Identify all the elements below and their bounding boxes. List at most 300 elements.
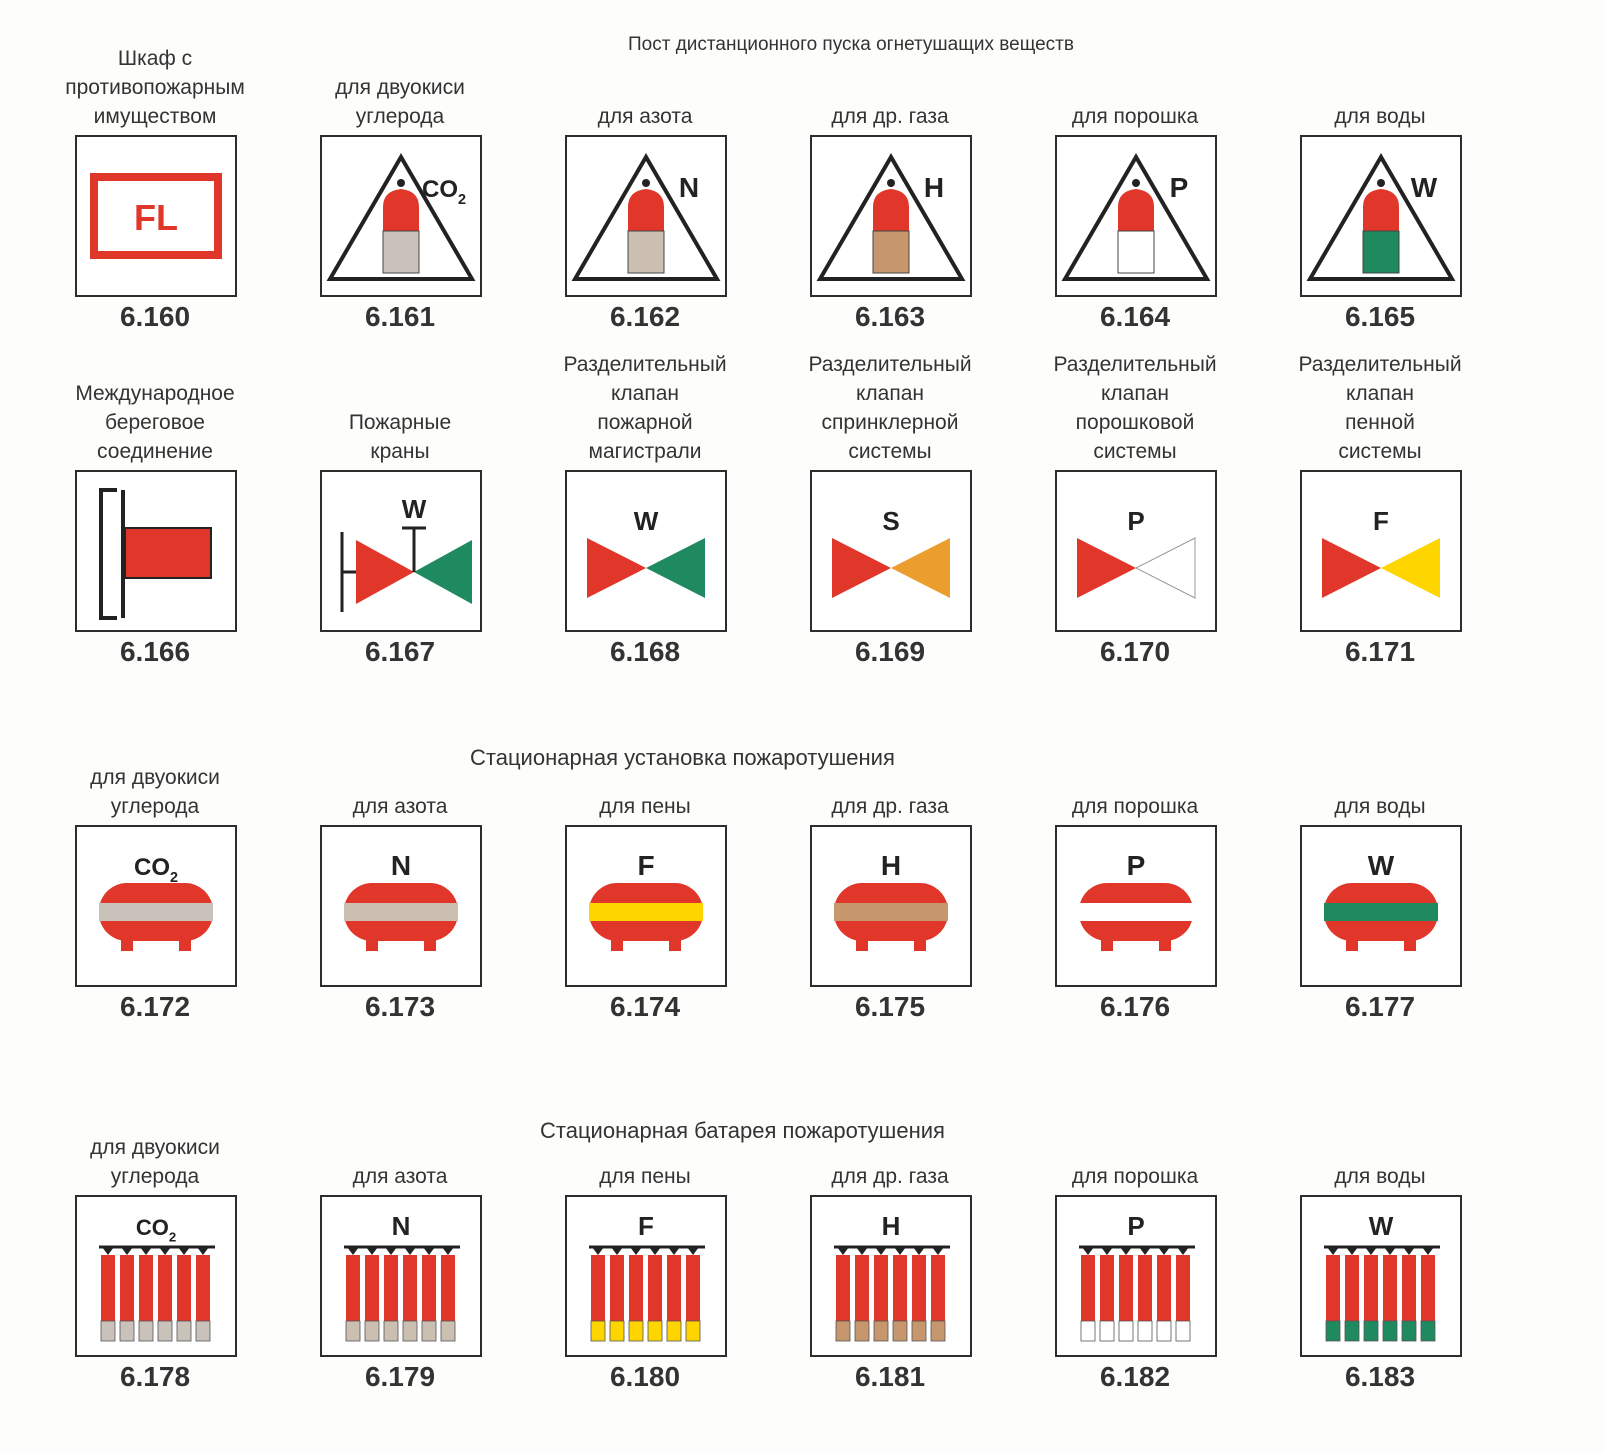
battery-nozzle [366, 1247, 378, 1255]
battery-cylinder [610, 1255, 624, 1321]
sign-item [275, 360, 525, 667]
battery-cylinder [441, 1255, 455, 1321]
sign-caption-line: береговое [105, 411, 205, 434]
sign-graphic [77, 137, 235, 295]
sign-caption-line: системы [1093, 440, 1177, 463]
battery-cylinder-band [1157, 1321, 1171, 1341]
sign-code: 6.177 [1344, 991, 1416, 1022]
battery-cylinder [1345, 1255, 1359, 1321]
valve-left-half [832, 538, 891, 598]
cylinder-top [383, 189, 419, 231]
sign-item [1255, 40, 1505, 340]
battery-nozzle [1403, 1247, 1415, 1255]
battery-cylinder [346, 1255, 360, 1321]
battery-cylinder-band [893, 1321, 907, 1341]
valve-right-half [1136, 538, 1195, 598]
sign-item [30, 766, 280, 1080]
battery-cylinder-band [912, 1321, 926, 1341]
battery-cylinder-band [836, 1321, 850, 1341]
battery-cylinder [1326, 1255, 1340, 1321]
sign-caption [520, 1162, 770, 1191]
sign-graphic [567, 137, 725, 295]
battery-cylinder-band [365, 1321, 379, 1341]
tank-leg-right [424, 939, 436, 951]
sign-code: 6.180 [609, 1361, 681, 1392]
sign-caption-line: для воды [1334, 1165, 1426, 1188]
battery-cylinder [591, 1255, 605, 1321]
sign-caption-line: для пены [599, 1165, 691, 1188]
valve-left-half [1077, 538, 1136, 598]
sign-letter: H [881, 1211, 901, 1241]
battery-cylinder [177, 1255, 191, 1321]
sign-caption-line: клапан [855, 382, 924, 405]
sign-graphic [567, 472, 725, 630]
cylinder-valve [1132, 179, 1140, 187]
signs-row-2 [0, 353, 1605, 667]
sign-caption-line: соединение [97, 440, 213, 463]
sign-graphic [322, 1197, 480, 1355]
battery-cylinder [365, 1255, 379, 1321]
sign-caption-line: клапан [1345, 382, 1414, 405]
sign-code: 6.172 [119, 991, 191, 1022]
sign-caption-line: Разделительный [563, 353, 727, 376]
battery-nozzle [913, 1247, 925, 1255]
sign-letter: $CO_2$ [421, 176, 467, 209]
sign-caption-line: магистрали [588, 440, 702, 463]
cabinet-label: FL [134, 197, 178, 238]
battery-nozzle [423, 1247, 435, 1255]
battery-nozzle [121, 1247, 133, 1255]
sign-caption-line: для двуокиси [335, 76, 465, 99]
tank-band [1079, 903, 1193, 921]
sign-letter: F [638, 1211, 654, 1241]
sign-pictogram [810, 825, 972, 987]
sign-item [520, 780, 770, 1080]
sign-caption-line: для двуокиси [90, 1136, 220, 1159]
sign-letter: $CO_2$ [135, 1215, 177, 1245]
sign-caption [275, 73, 525, 131]
cylinder-band [383, 231, 419, 273]
sign-graphic [567, 827, 725, 985]
battery-cylinder-band [610, 1321, 624, 1341]
sign-graphic [77, 827, 235, 985]
signs-row-4 [0, 1136, 1605, 1450]
sign-item [765, 1150, 1015, 1450]
sign-graphic [1057, 137, 1215, 295]
battery-cylinder-band [1402, 1321, 1416, 1341]
sign-graphic [1057, 472, 1215, 630]
battery-cylinder [1081, 1255, 1095, 1321]
cylinder-band [873, 231, 909, 273]
signs-row-3 [0, 766, 1605, 1080]
sign-letter: W [401, 494, 427, 524]
sign-item [1010, 780, 1260, 1080]
sign-caption [765, 102, 1015, 131]
sign-graphic [1302, 827, 1460, 985]
sign-graphic [1302, 137, 1460, 295]
battery-nozzle [159, 1247, 171, 1255]
battery-cylinder [139, 1255, 153, 1321]
sign-caption [1010, 350, 1260, 466]
sign-graphic [812, 1197, 970, 1355]
battery-nozzle [1384, 1247, 1396, 1255]
battery-cylinder-band [629, 1321, 643, 1341]
sign-pictogram [565, 1195, 727, 1357]
tank-leg-left [1101, 939, 1113, 951]
battery-cylinder [196, 1255, 210, 1321]
cylinder-band [1118, 231, 1154, 273]
sign-item [1255, 780, 1505, 1080]
cylinder-band [628, 231, 664, 273]
sign-pictogram [1055, 470, 1217, 632]
sign-graphic [812, 827, 970, 985]
battery-cylinder [101, 1255, 115, 1321]
sign-letter: W [1368, 1211, 1394, 1241]
sign-graphic [1302, 1197, 1460, 1355]
sign-graphic [1302, 472, 1460, 630]
battery-nozzle [837, 1247, 849, 1255]
battery-nozzle [875, 1247, 887, 1255]
cylinder-top [1118, 189, 1154, 231]
battery-nozzle [894, 1247, 906, 1255]
sign-caption-line: спринклерной [821, 411, 959, 434]
tank-leg-right [669, 939, 681, 951]
sign-pictogram [565, 135, 727, 297]
sign-graphic [322, 472, 480, 630]
tank-band [99, 903, 213, 921]
sign-caption [765, 350, 1015, 466]
battery-cylinder-band [1421, 1321, 1435, 1341]
battery-nozzle [649, 1247, 661, 1255]
cylinder-top [873, 189, 909, 231]
sign-caption-line: для др. газа [831, 105, 949, 128]
sign-caption-line: Пожарные [348, 411, 452, 434]
battery-nozzle [178, 1247, 190, 1255]
sign-code: 6.173 [364, 991, 436, 1022]
sign-pictogram [1300, 825, 1462, 987]
sign-pictogram [320, 470, 482, 632]
sign-letter: H [923, 172, 945, 203]
sign-item [30, 40, 280, 340]
sign-pictogram [75, 825, 237, 987]
sign-caption-line: Международное [75, 382, 235, 405]
sign-item [765, 780, 1015, 1080]
sign-caption [520, 350, 770, 466]
battery-cylinder [158, 1255, 172, 1321]
battery-cylinder-band [1345, 1321, 1359, 1341]
sign-caption-line: Разделительный [1298, 353, 1462, 376]
sign-caption-line: для порошка [1071, 795, 1199, 818]
sign-code: 6.179 [364, 1361, 436, 1392]
sign-letter: N [678, 172, 700, 203]
sign-graphic [812, 137, 970, 295]
battery-nozzle [592, 1247, 604, 1255]
sign-graphic [1057, 1197, 1215, 1355]
battery-nozzle [1158, 1247, 1170, 1255]
sign-code: 6.164 [1099, 301, 1171, 332]
shore-bracket [101, 490, 117, 618]
sign-graphic [1057, 827, 1215, 985]
battery-cylinder-band [686, 1321, 700, 1341]
sign-letter: W [1367, 850, 1395, 881]
sign-code: 6.160 [119, 301, 191, 332]
sign-letter: H [880, 850, 902, 881]
battery-cylinder-band [855, 1321, 869, 1341]
cylinder-valve [397, 179, 405, 187]
sign-caption [1255, 792, 1505, 821]
sign-pictogram [75, 1195, 237, 1357]
sign-caption-line: для др. газа [831, 1165, 949, 1188]
valve-left-half [356, 540, 414, 604]
sign-code: 6.183 [1344, 1361, 1416, 1392]
battery-cylinder [1402, 1255, 1416, 1321]
sign-graphic [567, 1197, 725, 1355]
sign-code: 6.176 [1099, 991, 1171, 1022]
sign-pictogram [810, 135, 972, 297]
sign-code: 6.182 [1099, 1361, 1171, 1392]
sign-item [30, 360, 280, 667]
sign-letter: P [1127, 1211, 1145, 1241]
tank-leg-right [1159, 939, 1171, 951]
battery-nozzle [140, 1247, 152, 1255]
battery-nozzle [1327, 1247, 1339, 1255]
sign-code: 6.162 [609, 301, 681, 332]
sign-code: 6.165 [1344, 301, 1416, 332]
sign-code: 6.166 [119, 636, 191, 667]
tank-band [834, 903, 948, 921]
sign-caption [765, 1162, 1015, 1191]
heading-fixed-battery: Стационарная батарея пожаротушения [540, 1118, 945, 1143]
tank-band [344, 903, 458, 921]
sign-item [520, 40, 770, 340]
sign-pictogram [810, 470, 972, 632]
sign-pictogram [1055, 135, 1217, 297]
sign-caption-line: клапан [1100, 382, 1169, 405]
sign-code: 6.167 [364, 636, 436, 667]
tank-leg-left [121, 939, 133, 951]
battery-cylinder-band [1119, 1321, 1133, 1341]
sign-pictogram [320, 1195, 482, 1357]
sign-pictogram [1300, 470, 1462, 632]
sign-caption-line: для порошка [1071, 105, 1199, 128]
sign-letter: $CO_2$ [133, 854, 179, 887]
battery-cylinder [1383, 1255, 1397, 1321]
sign-pictogram [565, 825, 727, 987]
sign-caption-line: для азота [597, 105, 693, 128]
battery-cylinder-band [101, 1321, 115, 1341]
sign-caption [1255, 350, 1505, 466]
sign-caption-line: углерода [355, 105, 445, 128]
sign-letter: F [1373, 506, 1389, 536]
sign-pictogram [75, 470, 237, 632]
sign-caption [1010, 792, 1260, 821]
battery-cylinder [1100, 1255, 1114, 1321]
battery-cylinder-band [177, 1321, 191, 1341]
battery-cylinder [912, 1255, 926, 1321]
cylinder-valve [887, 179, 895, 187]
sign-letter: P [1126, 850, 1146, 881]
sign-item [1010, 353, 1260, 667]
battery-cylinder-band [403, 1321, 417, 1341]
battery-cylinder [120, 1255, 134, 1321]
battery-nozzle [856, 1247, 868, 1255]
battery-cylinder [422, 1255, 436, 1321]
sign-item [1010, 40, 1260, 340]
sign-graphic [77, 1197, 235, 1355]
sign-code: 6.181 [854, 1361, 926, 1392]
battery-cylinder-band [346, 1321, 360, 1341]
sign-caption [30, 1133, 280, 1191]
sign-caption-line: системы [848, 440, 932, 463]
battery-cylinder-band [591, 1321, 605, 1341]
sign-code: 6.171 [1344, 636, 1416, 667]
battery-cylinder [403, 1255, 417, 1321]
sign-caption-line: Разделительный [1053, 353, 1217, 376]
sign-code: 6.168 [609, 636, 681, 667]
battery-cylinder-band [667, 1321, 681, 1341]
sign-letter-subscript: 2 [168, 1229, 177, 1245]
sign-pictogram [1300, 1195, 1462, 1357]
tank-band [1324, 903, 1438, 921]
sign-pictogram [320, 135, 482, 297]
sign-pictogram [1055, 825, 1217, 987]
sign-letter: F [637, 850, 655, 881]
sign-letter: W [633, 506, 659, 536]
battery-cylinder-band [874, 1321, 888, 1341]
tank-leg-left [856, 939, 868, 951]
sign-item [1255, 1150, 1505, 1450]
sign-caption-line: для пены [599, 795, 691, 818]
tank-leg-right [179, 939, 191, 951]
sign-caption [765, 792, 1015, 821]
battery-nozzle [630, 1247, 642, 1255]
sign-caption [30, 763, 280, 821]
sign-item [275, 780, 525, 1080]
sign-letter: N [391, 1211, 411, 1241]
sign-caption-line: для азота [352, 1165, 448, 1188]
battery-cylinder-band [931, 1321, 945, 1341]
sign-code: 6.175 [854, 991, 926, 1022]
sign-caption-line: для двуокиси [90, 766, 220, 789]
battery-nozzle [1422, 1247, 1434, 1255]
cylinder-top [628, 189, 664, 231]
battery-cylinder-band [422, 1321, 436, 1341]
sign-pictogram [75, 135, 237, 297]
battery-cylinder-band [196, 1321, 210, 1341]
battery-cylinder-band [1326, 1321, 1340, 1341]
sign-pictogram [565, 470, 727, 632]
tank-band [589, 903, 703, 921]
sign-caption-line: для азота [352, 795, 448, 818]
shore-coupling [125, 528, 211, 578]
sign-caption [520, 792, 770, 821]
sign-caption [275, 1162, 525, 1191]
sign-letter: W [1410, 172, 1438, 203]
battery-nozzle [1101, 1247, 1113, 1255]
sign-code: 6.163 [854, 301, 926, 332]
sign-caption-line: системы [1338, 440, 1422, 463]
battery-cylinder-band [120, 1321, 134, 1341]
battery-cylinder-band [1081, 1321, 1095, 1341]
sign-caption-line: имуществом [93, 105, 217, 128]
tank-leg-left [611, 939, 623, 951]
sign-caption-line: противопожарным [65, 76, 245, 99]
battery-cylinder [1138, 1255, 1152, 1321]
sign-pictogram [810, 1195, 972, 1357]
battery-cylinder [874, 1255, 888, 1321]
tank-leg-left [366, 939, 378, 951]
sign-caption-line: пожарной [597, 411, 693, 434]
cylinder-band [1363, 231, 1399, 273]
sign-graphic [77, 472, 235, 630]
battery-nozzle [932, 1247, 944, 1255]
sign-caption [1255, 102, 1505, 131]
sign-caption [520, 102, 770, 131]
battery-nozzle [1365, 1247, 1377, 1255]
battery-cylinder [1176, 1255, 1190, 1321]
sign-code: 6.161 [364, 301, 436, 332]
sign-item [765, 353, 1015, 667]
sign-letter: P [1127, 506, 1145, 536]
battery-nozzle [404, 1247, 416, 1255]
battery-cylinder [384, 1255, 398, 1321]
sign-graphic [812, 472, 970, 630]
battery-nozzle [385, 1247, 397, 1255]
battery-cylinder [648, 1255, 662, 1321]
sign-graphic [322, 137, 480, 295]
sign-pictogram [1055, 1195, 1217, 1357]
battery-cylinder [855, 1255, 869, 1321]
battery-cylinder [1119, 1255, 1133, 1321]
sign-caption [1010, 1162, 1260, 1191]
sign-letter: N [390, 850, 412, 881]
sign-caption-line: Шкаф с [117, 47, 193, 70]
valve-left-half [587, 538, 646, 598]
sign-caption-line: для порошка [1071, 1165, 1199, 1188]
battery-cylinder [836, 1255, 850, 1321]
sign-item [765, 40, 1015, 340]
valve-right-half [1381, 538, 1440, 598]
valve-right-half [891, 538, 950, 598]
valve-left-half [1322, 538, 1381, 598]
sign-item [1010, 1150, 1260, 1450]
battery-nozzle [1346, 1247, 1358, 1255]
tank-leg-left [1346, 939, 1358, 951]
battery-cylinder-band [1364, 1321, 1378, 1341]
battery-cylinder [893, 1255, 907, 1321]
battery-nozzle [1082, 1247, 1094, 1255]
sign-pictogram [1300, 135, 1462, 297]
battery-cylinder [667, 1255, 681, 1321]
sign-item [275, 1150, 525, 1450]
sign-caption-line: для др. газа [831, 795, 949, 818]
battery-nozzle [102, 1247, 114, 1255]
battery-cylinder-band [1383, 1321, 1397, 1341]
sign-caption [275, 792, 525, 821]
battery-nozzle [1120, 1247, 1132, 1255]
sign-letter: P [1169, 172, 1189, 203]
sign-caption [1010, 102, 1260, 131]
sign-item [520, 1150, 770, 1450]
sign-caption-line: порошковой [1075, 411, 1195, 434]
sign-code: 6.170 [1099, 636, 1171, 667]
battery-cylinder [1157, 1255, 1171, 1321]
sign-caption [275, 408, 525, 466]
battery-cylinder-band [139, 1321, 153, 1341]
sign-caption-line: для воды [1334, 105, 1426, 128]
battery-cylinder-band [1176, 1321, 1190, 1341]
battery-cylinder-band [384, 1321, 398, 1341]
